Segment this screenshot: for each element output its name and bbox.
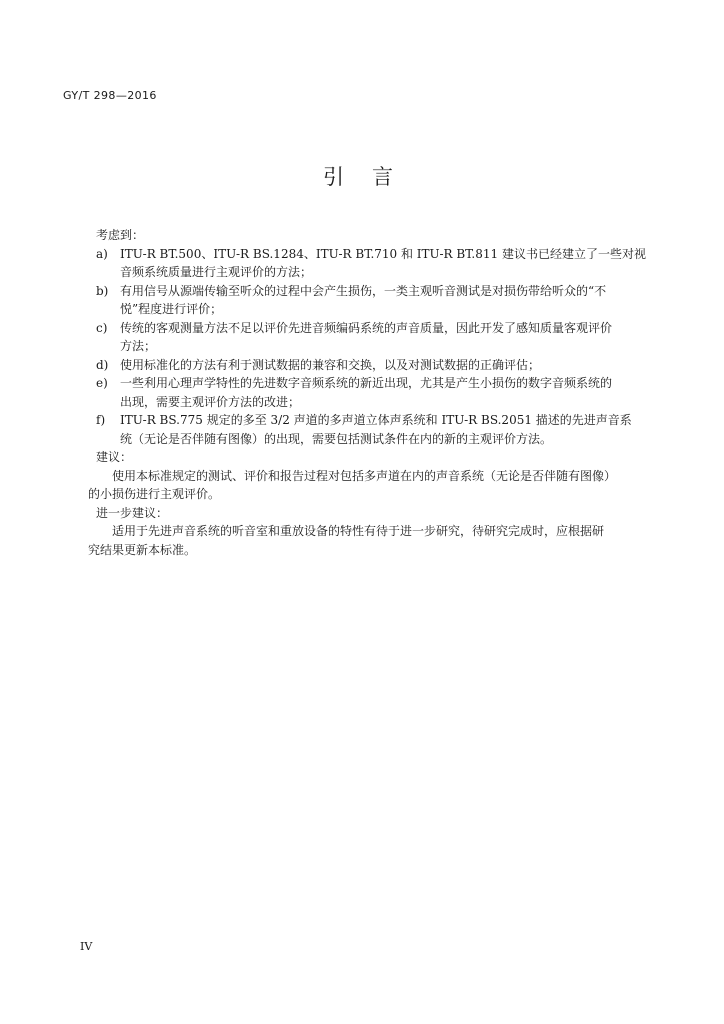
recommend-paragraph-line: 使用本标准规定的测试、评价和报告过程对包括多声道在内的声音系统（无论是否伴随有图像） [112,468,617,483]
list-item-line: 音频系统质量进行主观评价的方法； [120,265,313,279]
list-item [96,245,644,282]
document-body [88,226,646,559]
standard-code: GY/T 298—2016 [63,89,157,102]
list-item-line: ITU-R BS.775 规定的多至 3/2 声道的多声道立体声系统和 ITU-R BS.2051 描述的先进声音系 [120,413,632,427]
list-item [96,411,644,448]
list-item-line: 方法； [120,339,157,353]
list-item [96,319,644,356]
list-item [96,356,644,375]
list-marker: f) [96,413,106,427]
list-marker: a) [96,246,108,261]
list-item-line: ITU-R BT.500、ITU-R BS.1284、ITU-R BT.710 和 ITU-R BT.811 建议书已经建立了一些对视 [120,246,646,261]
list-item-line: 统（无论是否伴随有图像）的出现，需要包括测试条件在内的新的主观评价方法。 [120,431,553,446]
recommend-heading: 建议： [96,450,133,464]
list-item [96,374,644,411]
list-marker: b) [96,283,109,298]
list-item-line: 一些利用心理声学特性的先进数字音频系统的新近出现，尤其是产生小损伤的数字音频系统的 [120,376,613,390]
list-item-line: 使用标准化的方法有利于测试数据的兼容和交换，以及对测试数据的正确评估； [120,357,541,372]
list-marker: e) [96,376,108,390]
list-marker: c) [96,320,108,335]
list-item [96,282,644,319]
list-item-line: 悦”程度进行评价； [120,302,223,316]
list-marker: d) [96,357,109,372]
further-heading: 进一步建议： [96,505,169,520]
further-paragraph-line: 究结果更新本标准。 [88,542,197,557]
list-item-line: 出现，需要主观评价方法的改进； [120,394,301,409]
page-title: 引言 [323,165,421,189]
list-item-line: 有用信号从源端传输至听众的过程中会产生损伤，一类主观听音测试是对损伤带给听众的“不 [120,283,607,298]
intro-text: 考虑到： [96,228,145,242]
recommend-paragraph-line: 的小损伤进行主观评价。 [88,487,221,501]
further-paragraph-line: 适用于先进声音系统的听音室和重放设备的特性有待于进一步研究，待研究完成时，应根据研 [112,524,605,538]
page-number: IV [80,940,93,953]
list-item-line: 传统的客观测量方法不足以评价先进音频编码系统的声音质量，因此开发了感知质量客观评价 [120,320,613,335]
